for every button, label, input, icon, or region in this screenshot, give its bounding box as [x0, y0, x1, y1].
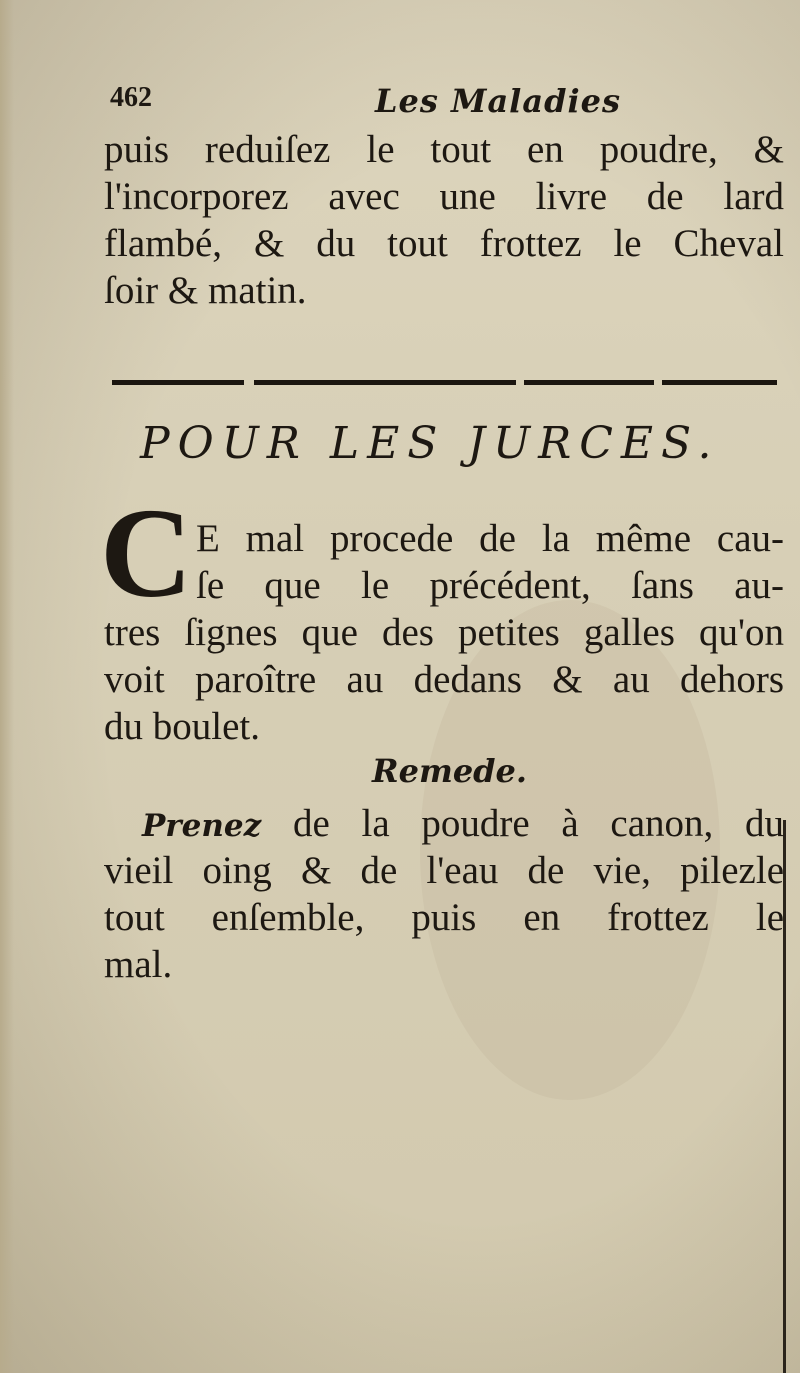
text-line: mal. — [104, 943, 173, 986]
text-line: tres ſignes que des petites galles qu'on — [104, 611, 784, 654]
text-line: du boulet. — [104, 705, 260, 748]
text-line: voit paroître au dedans & au dehors — [104, 658, 784, 701]
text-line: vieil oing & de l'eau de vie, pilezle — [104, 849, 784, 892]
text-line: puis reduiſez le tout en poudre, & — [104, 128, 784, 171]
page-number: 462 — [110, 82, 152, 113]
running-head — [110, 82, 630, 126]
remedy-subheading: Remede. — [372, 752, 528, 790]
text-line: E mal procede de la même cau- — [196, 517, 784, 560]
running-title: Les Maladies — [375, 82, 621, 120]
drop-cap: C — [100, 482, 193, 624]
paragraph-remedy — [104, 800, 784, 988]
text-line: l'incorporez avec une livre de lard — [104, 175, 784, 218]
text-line: tout enſemble, puis en frottez le — [104, 896, 784, 939]
ornamental-rule — [112, 380, 777, 387]
section-heading: POUR LES JURCES. — [140, 418, 720, 469]
text-line: ſe que le précédent, ſans au- — [196, 564, 784, 607]
paragraph-description — [104, 515, 784, 750]
text-line-rest: de la poudre à canon, du — [261, 802, 784, 845]
first-word: Prenez — [142, 808, 262, 844]
paragraph-continuation — [104, 126, 784, 314]
text-line: ſoir & matin. — [104, 269, 307, 312]
text-line: flambé, & du tout frottez le Cheval — [104, 222, 784, 265]
text-line — [104, 800, 784, 847]
page-gutter-shadow — [0, 0, 14, 1373]
